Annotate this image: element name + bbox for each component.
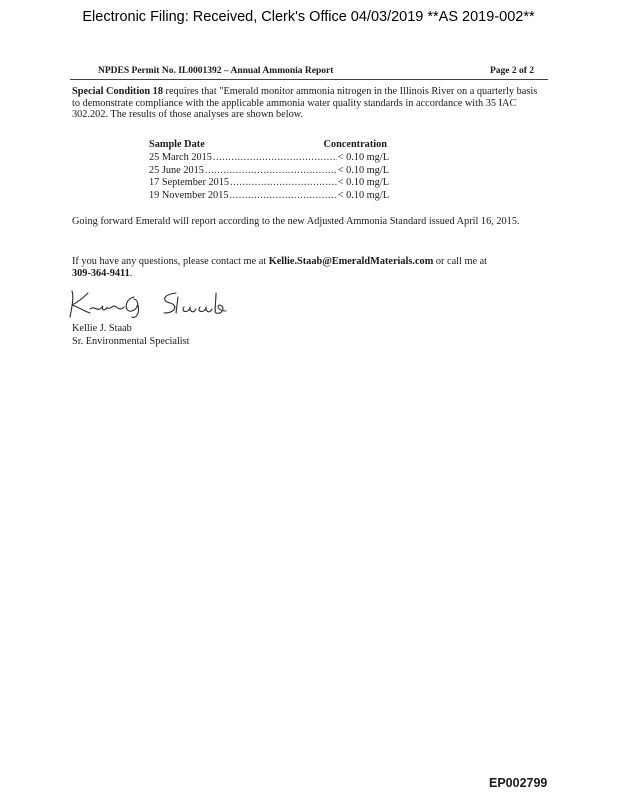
sample-row — [149, 165, 389, 178]
page-header — [98, 66, 548, 76]
dot-leader — [230, 177, 337, 190]
dot-leader — [205, 165, 337, 178]
bates-number: EP002799 — [489, 776, 548, 790]
contact-intro: If you have any questions, please contact me at — [72, 256, 269, 267]
contact-end: . — [129, 267, 133, 279]
condition-label: Special Condition 18 — [72, 86, 163, 97]
standard-paragraph: Going forward Emerald will report according to the new Adjusted Ammonia Standard issued April 16, 2015. — [72, 216, 520, 227]
sample-concentration: < 0.10 mg/L — [337, 177, 389, 188]
header-divider — [70, 79, 548, 80]
sample-table-header — [149, 139, 389, 152]
sample-date: 25 June 2015 — [149, 164, 204, 176]
contact-paragraph — [72, 256, 542, 279]
filing-stamp: Electronic Filing: Received, Clerk's Office 04/03/2019 **AS 2019-002** — [82, 9, 535, 25]
sample-concentration: < 0.10 mg/L — [337, 189, 389, 201]
sample-row — [149, 152, 389, 165]
dot-leader — [213, 152, 337, 165]
signer-name: Kellie J. Staab — [72, 323, 132, 334]
dot-leader — [230, 190, 337, 203]
page-number: Page 2 of 2 — [489, 66, 534, 76]
signature-block — [72, 323, 190, 348]
sample-table — [149, 139, 389, 202]
sample-date: 19 November 2015 — [149, 189, 229, 201]
contact-mid: or call me at — [433, 256, 488, 267]
condition-paragraph — [72, 86, 542, 121]
contact-email: Kellie.Staab@EmeraldMaterials.com — [268, 256, 434, 267]
signer-title: Sr. Environmental Specialist — [72, 335, 190, 347]
sample-row — [149, 177, 389, 190]
sample-concentration: < 0.10 mg/L — [337, 152, 389, 163]
sample-date: 25 March 2015 — [149, 152, 212, 163]
contact-phone: 309-364-9411 — [72, 267, 130, 279]
sample-concentration: < 0.10 mg/L — [337, 164, 389, 176]
col-sample-date: Sample Date — [149, 139, 205, 150]
handwritten-signature — [66, 283, 251, 321]
sample-row — [149, 190, 389, 203]
permit-title: NPDES Permit No. IL0001392 – Annual Ammonia Report — [98, 66, 334, 76]
condition-text: requires that "Emerald monitor ammonia nitrogen in the Illinois River on a quarterly basis to demonstrate compliance with the applicable ammonia water quality standards in accordance with 35 IAC 302.202. The results of those analyses are shown below. — [72, 86, 538, 121]
sample-date: 17 September 2015 — [149, 177, 230, 188]
col-concentration: Concentration — [323, 139, 387, 150]
